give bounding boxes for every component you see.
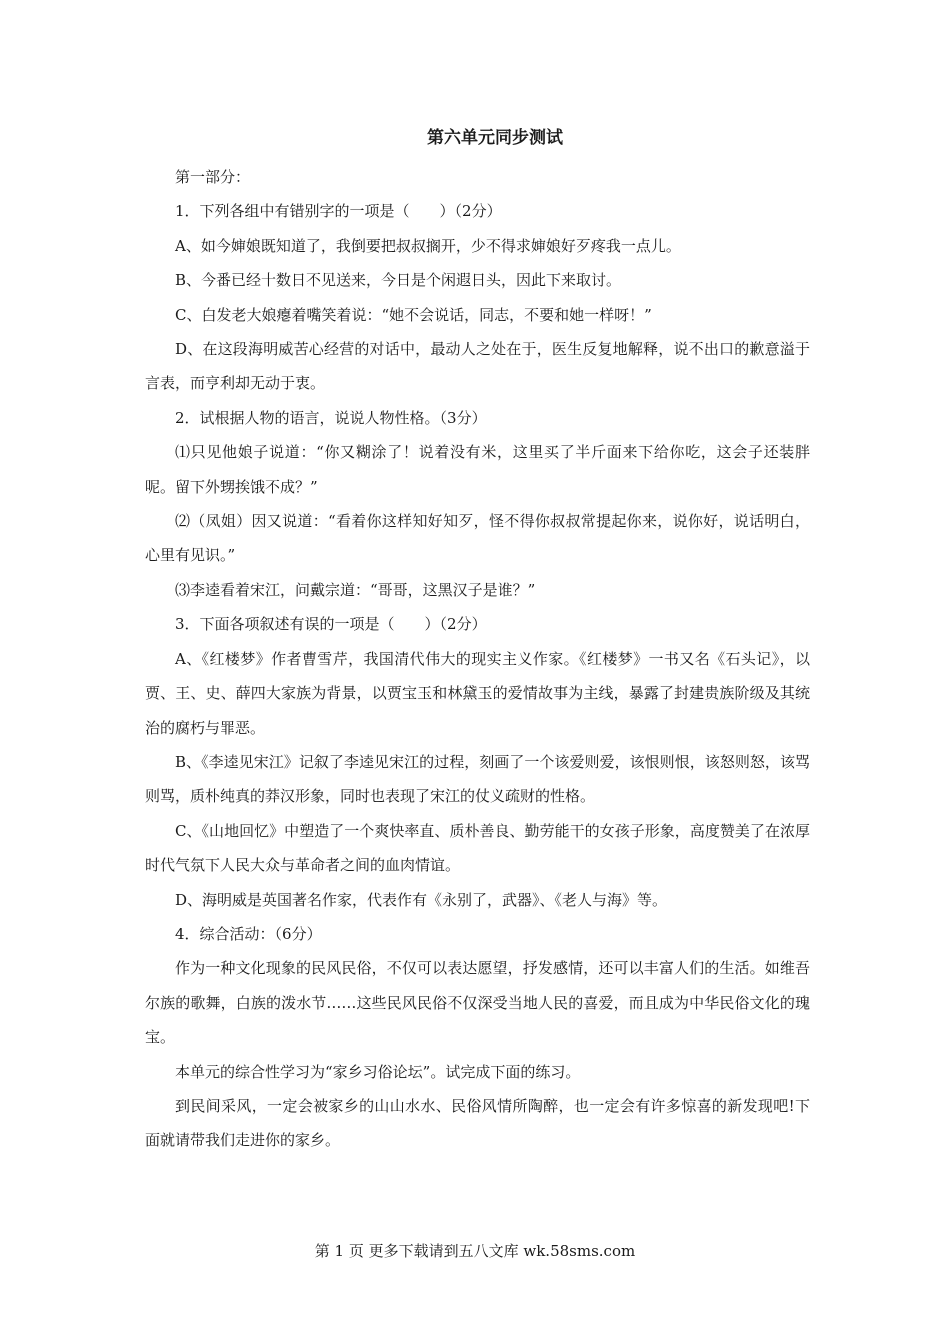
question-1: 1．下列各组中有错别字的一项是（ ）（2分） (175, 202, 502, 221)
question-3: 3．下面各项叙述有误的一项是（ ）（2分） (175, 615, 487, 634)
question-4-paragraph-2: 本单元的综合性学习为“家乡习俗论坛”。试完成下面的练习。 (175, 1062, 581, 1081)
question-3-option-c: C、《山地回忆》中塑造了一个爽快率直、质朴善良、勤劳能干的女孩子形象，高度赞美了在浓厚时代气氛下人民大众与革命者之间的血肉情谊。 (145, 821, 810, 875)
question-1-option-a: A、如今婶娘既知道了，我倒要把叔叔搁开，少不得求婶娘好歹疼我一点儿。 (175, 236, 681, 255)
question-4: 4．综合活动：（6分） (175, 924, 322, 943)
question-2: 2．试根据人物的语言，说说人物性格。（3分） (175, 408, 487, 427)
question-2-item-3: ⑶李逵看着宋江，问戴宗道：“哥哥，这黑汉子是谁？” (175, 580, 536, 599)
question-3-option-b: B、《李逵见宋江》记叙了李逵见宋江的过程，刻画了一个该爱则爱，该恨则恨，该怒则怒，该骂则骂，质朴纯真的莽汉形象，同时也表现了宋江的仗义疏财的性格。 (145, 752, 810, 806)
page-footer: 第 1 页 更多下载请到五八文库 wk.58sms.com (314, 1242, 636, 1260)
question-1-option-d: D、在这段海明威苦心经营的对话中，最动人之处在于，医生反复地解释，说不出口的歉意溢于言表，而亨利却无动于衷。 (145, 340, 810, 393)
question-3-option-d: D、海明威是英国著名作家，代表作有《永别了，武器》、《老人与海》等。 (175, 890, 668, 909)
question-3-option-a: A、《红楼梦》作者曹雪芹，我国清代伟大的现实主义作家。《红楼梦》一书又名《石头记》，以贾、王、史、薛四大家族为背景，以贾宝玉和林黛玉的爱情故事为主线，暴露了封建贵族阶级及其统治的腐朽与罪恶。 (145, 649, 810, 737)
question-2-item-1: ⑴只见他娘子说道：“你又糊涂了！说着没有米，这里买了半斤面来下给你吃，这会子还装胖呢。留下外甥挨饿不成？” (145, 443, 810, 496)
document-body (145, 160, 810, 1158)
question-1-option-c: C、白发老大娘瘪着嘴笑着说：“她不会说话，同志，不要和她一样呀！” (175, 305, 652, 324)
question-4-paragraph-1: 作为一种文化现象的民风民俗，不仅可以表达愿望，抒发感情，还可以丰富人们的生活。如维吾尔族的歌舞，白族的泼水节……这些民风民俗不仅深受当地人民的喜爱，而且成为中华民俗文化的瑰宝。 (145, 959, 810, 1047)
question-2-item-2: ⑵（凤姐）因又说道：“看着你这样知好知歹，怪不得你叔叔常提起你来，说你好，说话明白，心里有见识。” (145, 512, 810, 565)
question-1-option-b: B、今番已经十数日不见送来，今日是个闲遐日头，因此下来取讨。 (175, 271, 622, 290)
page-title: 第六单元同步测试 (427, 128, 563, 148)
question-4-paragraph-3: 到民间采风，一定会被家乡的山山水水、民俗风情所陶醉，也一定会有许多惊喜的新发现吧!下面就请带我们走进你的家乡。 (145, 1096, 810, 1150)
section-label: 第一部分： (175, 168, 251, 186)
